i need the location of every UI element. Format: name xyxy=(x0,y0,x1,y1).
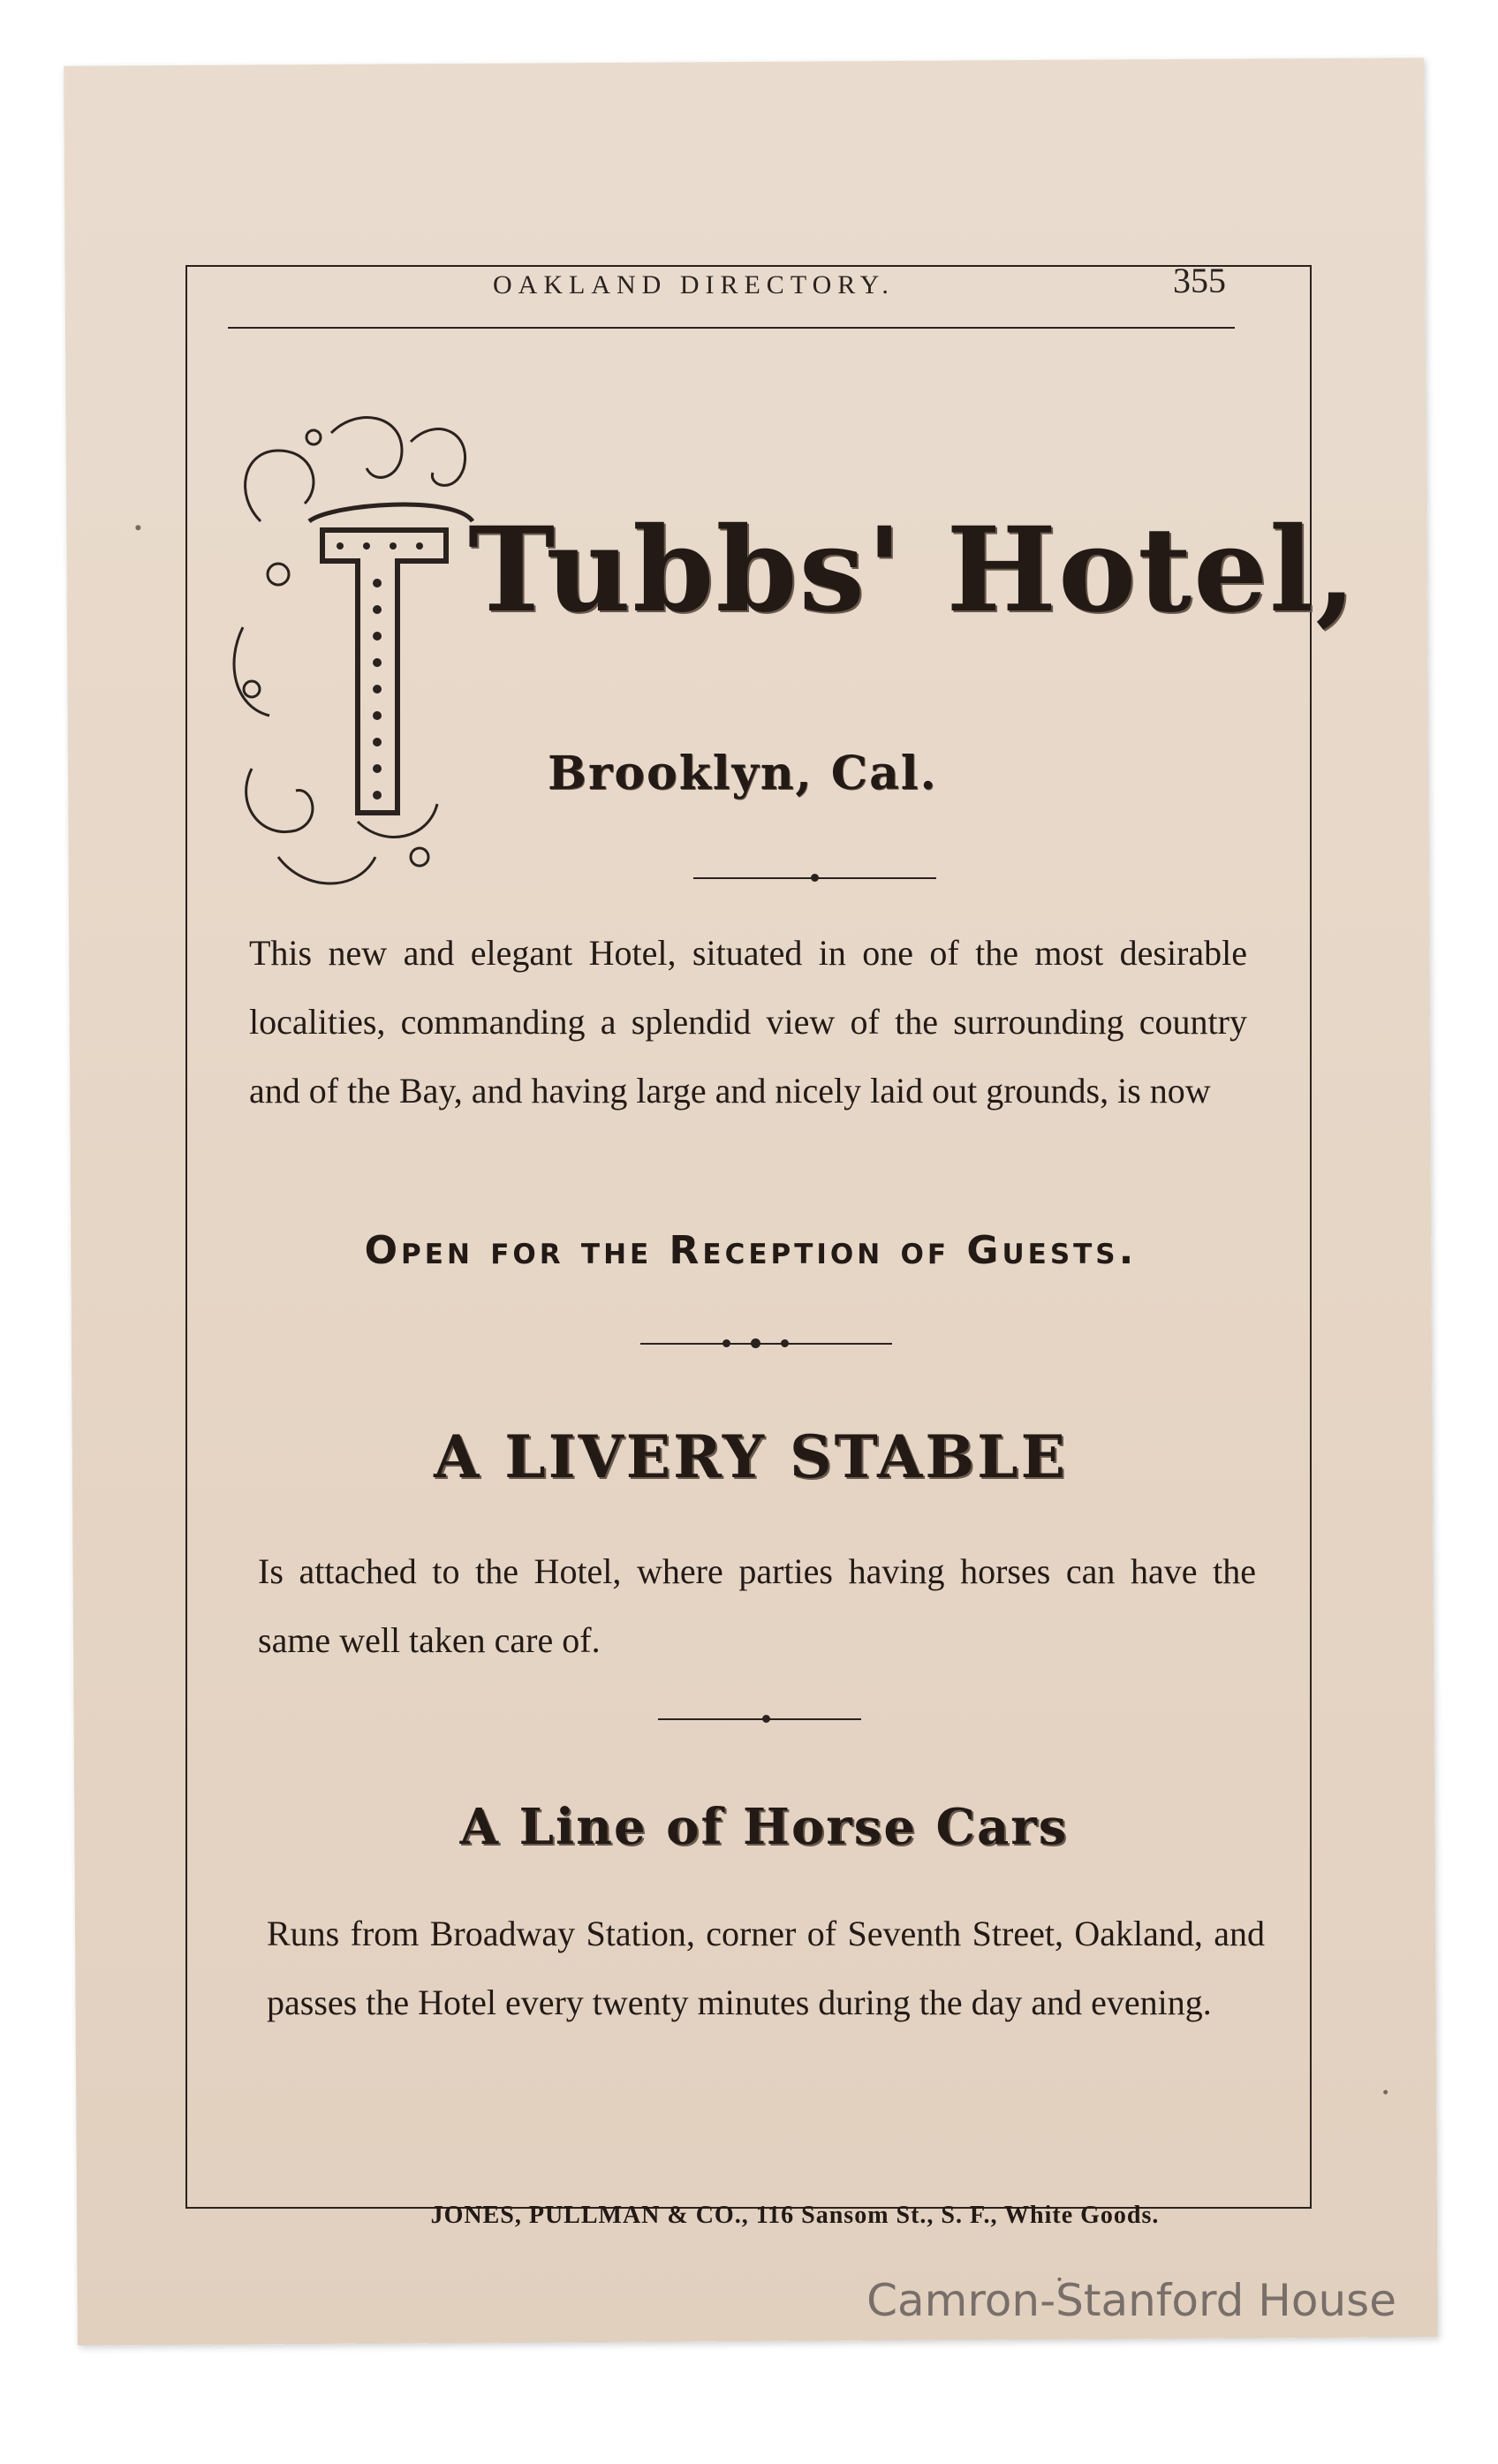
horse-cars-heading: A Line of Horse Cars xyxy=(459,1798,1069,1856)
rule-dot-icon xyxy=(723,1339,730,1347)
printer-imprint: JONES, PULLMAN & CO., 116 Sansom St., S. F., White Goods. xyxy=(430,2202,1160,2229)
livery-stable-heading: A LIVERY STABLE xyxy=(434,1422,1068,1491)
ornamental-initial-flourish-icon xyxy=(225,398,481,901)
hotel-name-heading: Tubbs' Hotel, xyxy=(468,502,1358,639)
paper-speck xyxy=(1383,2090,1388,2095)
hotel-description: This new and elegant Hotel, situated in one of the most desirable localities, commanding a splendid view of the surrounding country and of the Bay, and having large and nicely laid out grounds, is now xyxy=(249,933,1247,1111)
hotel-location: Brooklyn, Cal. xyxy=(548,747,938,800)
paper-speck xyxy=(135,525,140,530)
collection-watermark: Camron-Stanford House xyxy=(866,2275,1396,2326)
page-number: 355 xyxy=(1173,261,1226,300)
running-head: OAKLAND DIRECTORY. xyxy=(493,270,895,299)
horse-cars-text: Runs from Broadway Station, corner of Seventh Street, Oakland, and passes the Hotel every twenty minutes during the day and evening. xyxy=(267,1914,1265,2022)
header-rule xyxy=(228,327,1235,329)
rule-dot-icon xyxy=(781,1339,789,1347)
page-header xyxy=(228,258,1226,320)
rule-dot-icon xyxy=(762,1715,770,1723)
reception-announcement: Open for the Reception of Guests. xyxy=(364,1228,1138,1273)
ornamental-rule xyxy=(658,1718,861,1720)
livery-stable-text: Is attached to the Hotel, where parties having horses can have the same well taken care of. xyxy=(258,1551,1256,1660)
rule-dot-icon xyxy=(751,1338,760,1348)
ornamental-rule xyxy=(640,1343,892,1345)
rule-dot-icon xyxy=(811,874,819,882)
